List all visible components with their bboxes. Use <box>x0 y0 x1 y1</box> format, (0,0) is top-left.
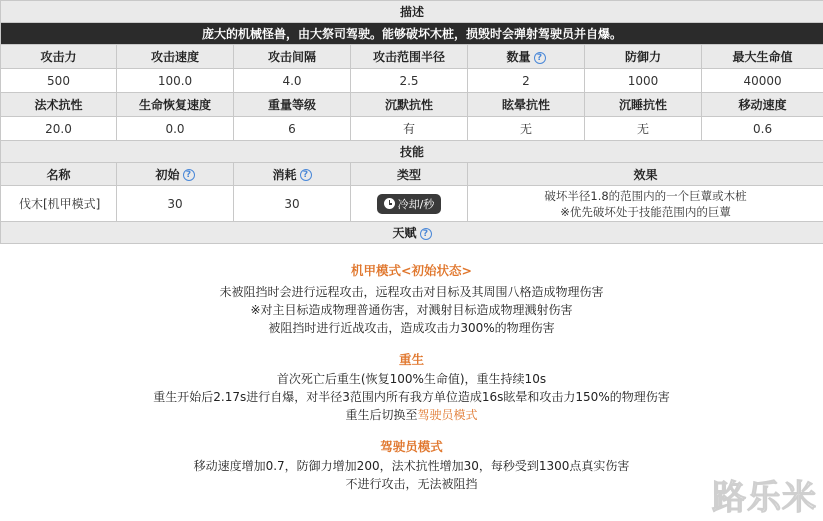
talent-mech-line-3: 被阻挡时进行近战攻击，造成攻击力300%的物理伤害 <box>268 321 555 335</box>
stat-value-silence-res: 有 <box>351 117 468 141</box>
stat-header-stun-res: 眩晕抗性 <box>468 93 585 117</box>
skills-header: 技能 <box>1 141 823 163</box>
stat-header-count-label: 数量 <box>506 50 531 64</box>
stat-header-atk-speed: 攻击速度 <box>117 45 234 69</box>
stat-header-def: 防御力 <box>585 45 702 69</box>
skill-col-name: 名称 <box>1 163 117 186</box>
talent-pilot-line-1: 移动速度增加0.7，防御力增加200，法术抗性增加30，每秒受到1300点真实伤害 <box>193 459 630 473</box>
talent-header-label: 天赋 <box>392 226 417 240</box>
stats1-header-row <box>1 45 823 69</box>
stat-value-stun-res: 无 <box>468 117 585 141</box>
skill-type-badge <box>377 194 442 214</box>
skill-row <box>1 186 823 222</box>
info-table <box>0 0 823 244</box>
skill-col-cost-label: 消耗 <box>272 167 297 182</box>
stat-header-atk: 攻击力 <box>1 45 117 69</box>
skills-columns-row <box>1 163 823 186</box>
talent-mech-line-2: ※对主目标造成物理普通伤害，对溅射目标造成物理溅射伤害 <box>250 303 573 317</box>
talent-mech-line-1: 未被阻挡时会进行远程攻击，远程攻击对目标及其周围八格造成物理伤害 <box>219 285 604 299</box>
skill-type <box>351 186 468 222</box>
talent-header <box>1 222 823 244</box>
description-text: 庞大的机械怪兽，由大祭司驾驶。能够破坏木桩，损毁时会弹射驾驶员并自爆。 <box>1 23 823 45</box>
stat-value-sleep-res: 无 <box>585 117 702 141</box>
stat-value-def: 1000 <box>585 69 702 93</box>
stat-header-count <box>468 45 585 69</box>
stat-value-res: 20.0 <box>1 117 117 141</box>
stat-header-sleep-res: 沉睡抗性 <box>585 93 702 117</box>
skill-effect-line-1: 破坏半径1.8的范围内的一个巨蕈或木桩 <box>544 188 747 203</box>
stat-value-regen: 0.0 <box>117 117 234 141</box>
skill-effect <box>468 186 823 222</box>
talent-pilot-line-2: 不进行攻击，无法被阻挡 <box>345 477 478 491</box>
stat-header-move-speed: 移动速度 <box>702 93 823 117</box>
stat-value-count: 2 <box>468 69 585 93</box>
stat-header-res: 法术抗性 <box>1 93 117 117</box>
talent-rebirth-title: 重生 <box>398 352 424 367</box>
skill-col-initial <box>117 163 234 186</box>
skill-col-cost <box>234 163 351 186</box>
stats1-value-row <box>1 69 823 93</box>
skill-initial: 30 <box>117 186 234 222</box>
stat-header-regen: 生命恢复速度 <box>117 93 234 117</box>
skill-col-type: 类型 <box>351 163 468 186</box>
skill-name: 伐木[机甲模式] <box>1 186 117 222</box>
stat-header-weight: 重量等级 <box>234 93 351 117</box>
stat-header-max-hp: 最大生命值 <box>702 45 823 69</box>
help-icon[interactable]: ? <box>183 169 195 181</box>
help-icon[interactable]: ? <box>300 169 312 181</box>
stats2-value-row <box>1 117 823 141</box>
stat-header-silence-res: 沉默抗性 <box>351 93 468 117</box>
talent-content <box>0 258 823 493</box>
skill-type-label: 冷却/秒 <box>397 197 435 211</box>
stats2-header-row <box>1 93 823 117</box>
skill-effect-line-2: ※优先破坏处于技能范围内的巨蕈 <box>560 204 731 219</box>
skill-col-effect: 效果 <box>468 163 823 186</box>
stat-value-atk-speed: 100.0 <box>117 69 234 93</box>
description-header: 描述 <box>1 1 823 23</box>
stat-value-atk: 500 <box>1 69 117 93</box>
stat-value-weight: 6 <box>234 117 351 141</box>
stat-value-move-speed: 0.6 <box>702 117 823 141</box>
stat-header-atk-interval: 攻击间隔 <box>234 45 351 69</box>
stat-header-atk-range: 攻击范围半径 <box>351 45 468 69</box>
talent-rebirth-line-3 <box>0 406 823 424</box>
talent-mech-title: 机甲模式<初始状态> <box>351 263 472 278</box>
help-icon[interactable]: ? <box>534 52 546 64</box>
watermark-logo: 路乐米 <box>712 478 817 518</box>
stat-value-max-hp: 40000 <box>702 69 823 93</box>
talent-pilot-title: 驾驶员模式 <box>380 439 443 454</box>
talent-rebirth-line-3-text: 重生后切换至 <box>345 408 418 422</box>
talent-rebirth-line-1: 首次死亡后重生(恢复100%生命值)，重生持续10s <box>276 372 547 386</box>
skill-col-initial-label: 初始 <box>155 167 180 182</box>
skill-cost: 30 <box>234 186 351 222</box>
pilot-mode-link[interactable]: 驾驶员模式 <box>417 408 478 422</box>
talent-rebirth-line-2: 重生开始后2.17s进行自爆，对半径3范围内所有我方单位造成16s眩晕和攻击力150%的物理伤害 <box>153 390 670 404</box>
help-icon[interactable]: ? <box>420 228 432 240</box>
stat-value-atk-range: 2.5 <box>351 69 468 93</box>
clock-icon <box>384 198 395 209</box>
stat-value-atk-interval: 4.0 <box>234 69 351 93</box>
